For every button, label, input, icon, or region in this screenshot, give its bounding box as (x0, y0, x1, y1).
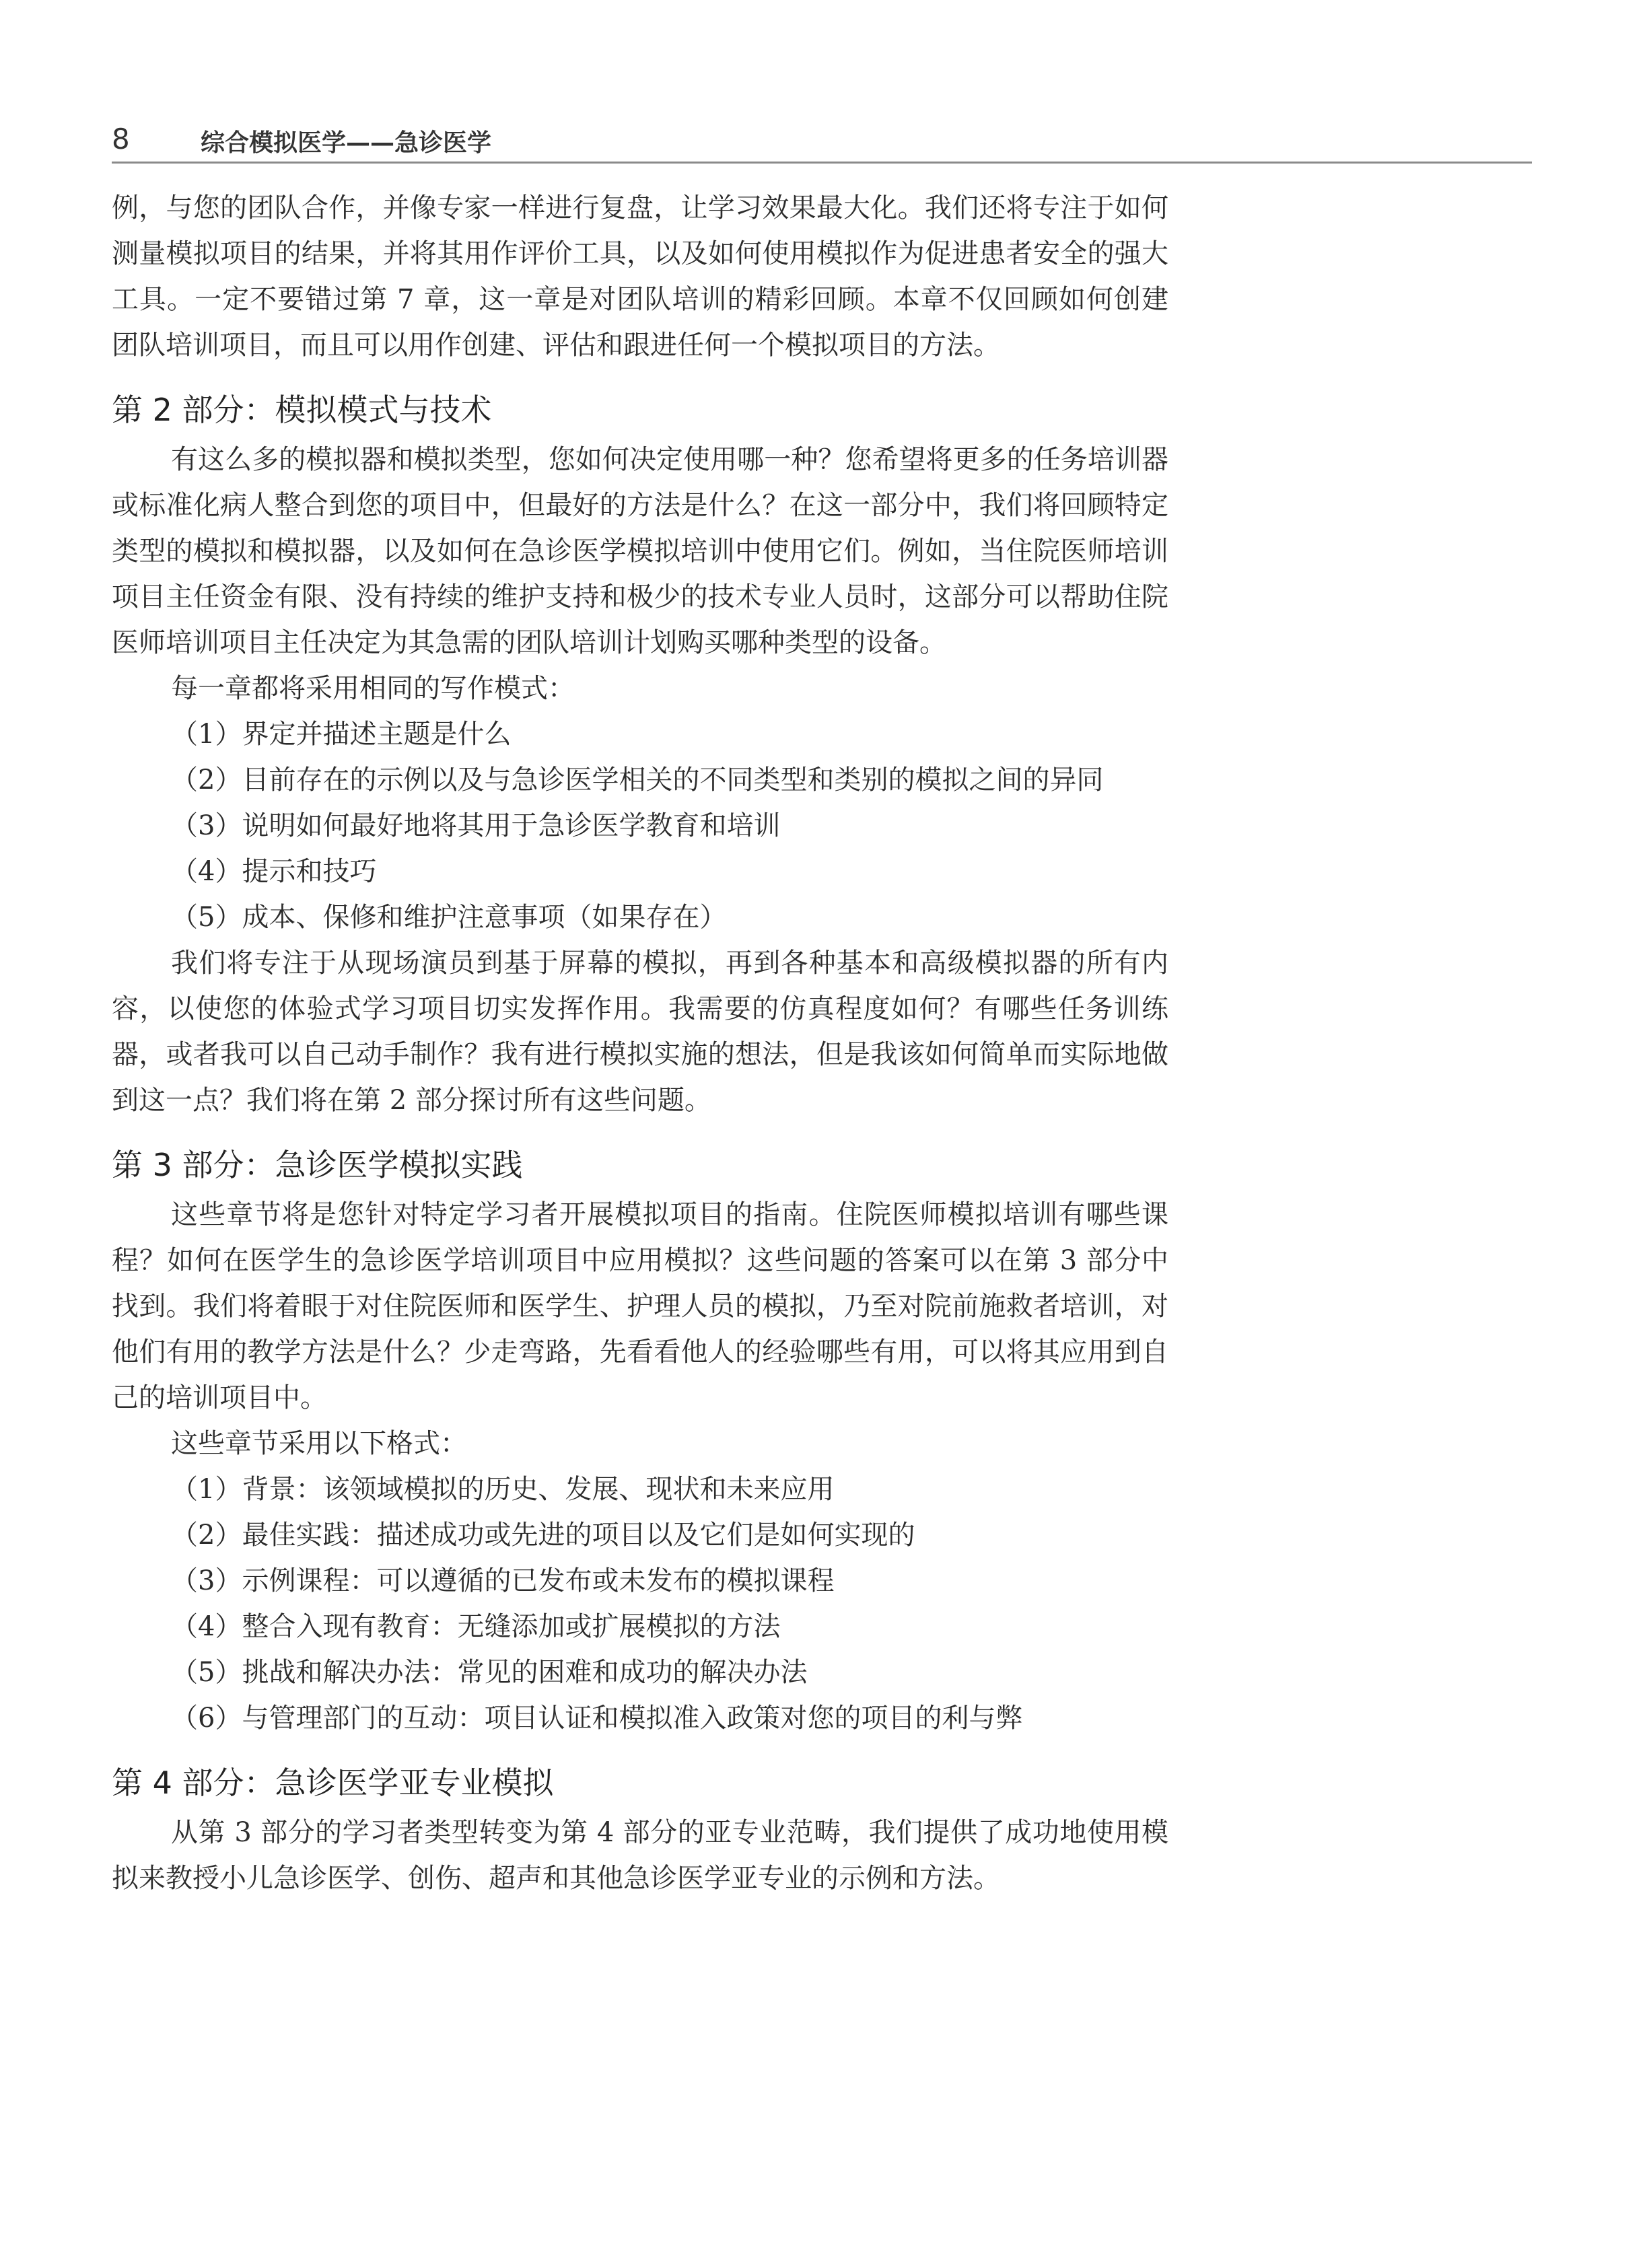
part2-paragraph-1: 有这么多的模拟器和模拟类型，您如何决定使用哪一种？您希望将更多的任务培训器或标准化病人整合到您的项目中，但最好的方法是什么？在这一部分中，我们将回顾特定类型的模拟和模拟器，以及如何在急诊医学模拟培训中使用它们。例如，当住院医师培训项目主任资金有限、没有持续的维护支持和极少的技术专业人员时，这部分可以帮助住院医师培训项目主任决定为其急需的团队培训计划购买哪种类型的设备。 (112, 444, 1168, 658)
list-item: （4）整合入现有教育：无缝添加或扩展模拟的方法 (171, 1611, 781, 1642)
list-item: （6）与管理部门的互动：项目认证和模拟准入政策对您的项目的利与弊 (171, 1703, 1023, 1734)
list-item: （5）挑战和解决办法：常见的困难和成功的解决办法 (171, 1657, 808, 1688)
part4-heading: 第 4 部分：急诊医学亚专业模拟 (112, 1765, 554, 1801)
part3-list (112, 1466, 1168, 1741)
part3-paragraph-1: 这些章节将是您针对特定学习者开展模拟项目的指南。住院医师模拟培训有哪些课程？如何在医学生的急诊医学培训项目中应用模拟？这些问题的答案可以在第 3 部分中找到。我们将着眼于对住院医师和医学生、护理人员的模拟，乃至对院前施救者培训，对他们有用的教学方法是什么？少走弯路，先看看他人的经验哪些有用，可以将其应用到自己的培训项目中。 (112, 1199, 1168, 1413)
part3-heading: 第 3 部分：急诊医学模拟实践 (112, 1147, 523, 1183)
part2-list (112, 711, 1168, 940)
list-item: （2）最佳实践：描述成功或先进的项目以及它们是如何实现的 (171, 1520, 915, 1551)
part2-paragraph-2: 我们将专注于从现场演员到基于屏幕的模拟，再到各种基本和高级模拟器的所有内容，以使您的体验式学习项目切实发挥作用。我需要的仿真程度如何？有哪些任务训练器，或者我可以自己动手制作？我有进行模拟实施的想法，但是我该如何简单而实际地做到这一点？我们将在第 2 部分探讨所有这些问题。 (112, 948, 1168, 1116)
page-header (112, 120, 1532, 162)
part2-heading: 第 2 部分：模拟模式与技术 (112, 392, 492, 428)
part2-list-intro: 每一章都将采用相同的写作模式： (171, 673, 575, 704)
list-item: （1）界定并描述主题是什么 (171, 719, 512, 750)
intro-paragraph: 例，与您的团队合作，并像专家一样进行复盘，让学习效果最大化。我们还将专注于如何测量模拟项目的结果，并将其用作评价工具，以及如何使用模拟作为促进患者安全的强大工具。一定不要错过第 7 章，这一章是对团队培训的精彩回顾。本章不仅回顾如何创建团队培训项目，而且可以用作创建、评估和跟进任何一个模拟项目的方法。 (112, 192, 1168, 361)
list-item: （4）提示和技巧 (171, 856, 377, 887)
page-number: 8 (112, 122, 130, 155)
list-item: （1）背景：该领域模拟的历史、发展、现状和未来应用 (171, 1474, 835, 1505)
list-item: （5）成本、保修和维护注意事项（如果存在） (171, 902, 727, 933)
list-item: （2）目前存在的示例以及与急诊医学相关的不同类型和类别的模拟之间的异同 (171, 765, 1104, 795)
list-item: （3）说明如何最好地将其用于急诊医学教育和培训 (171, 810, 781, 841)
part3-list-intro: 这些章节采用以下格式： (171, 1428, 467, 1459)
header-rule (112, 162, 1532, 164)
part4-paragraph-1: 从第 3 部分的学习者类型转变为第 4 部分的亚专业范畴，我们提供了成功地使用模拟来教授小儿急诊医学、创伤、超声和其他急诊医学亚专业的示例和方法。 (112, 1817, 1168, 1894)
list-item: （3）示例课程：可以遵循的已发布或未发布的模拟课程 (171, 1565, 835, 1596)
page-body (112, 185, 1168, 1901)
running-title: 综合模拟医学——急诊医学 (201, 129, 492, 157)
